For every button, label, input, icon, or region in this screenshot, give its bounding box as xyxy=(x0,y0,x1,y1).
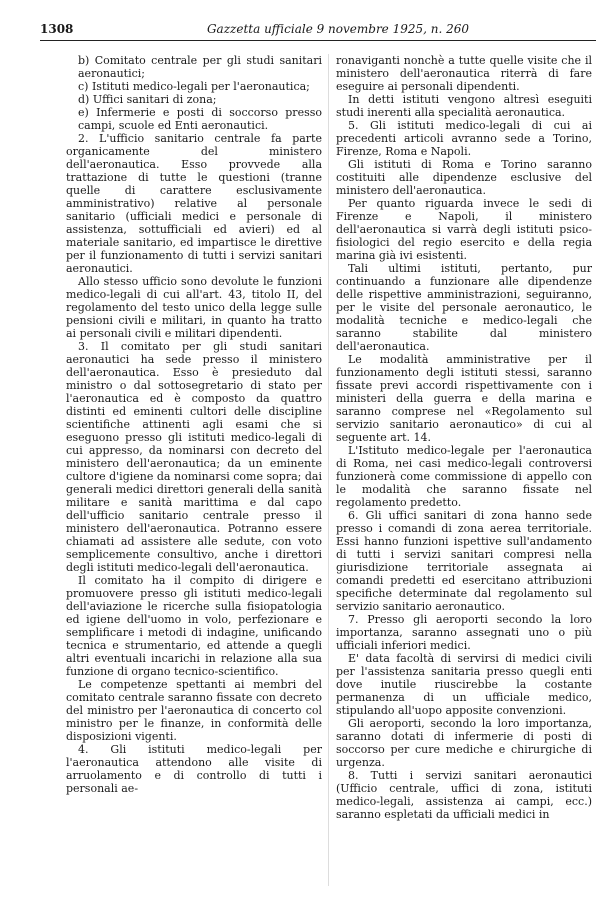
article-7: 7. Presso gli aeroporti secondo la loro importanza, saranno assegnati uno o più ufficiali inferiori medici. xyxy=(336,613,592,652)
paragraph: Le competenze spettanti ai membri del comitato centrale saranno fissate con decreto del ministro per l'aeronautica di concerto col ministro per le finanze, in conformità delle disposizioni vigenti. xyxy=(66,678,322,743)
page-header xyxy=(40,20,596,38)
paragraph: Gli aeroporti, secondo la loro importanza, saranno dotati di infermerie di posti di soccorso per cure mediche e chirurgiche di urgenza. xyxy=(336,717,592,769)
article-8: 8. Tutti i servizi sanitari aeronautici (Ufficio centrale, uffici di zona, istituti medico-legali, assistenza ai campi, ecc.) saranno espletati da ufficiali medici in xyxy=(336,769,592,821)
list-item-d: d) Uffici sanitari di zona; xyxy=(78,93,217,106)
paragraph: Per quanto riguarda invece le sedi di Firenze e Napoli, il ministero dell'aeronautica si varrà degli istituti psico-fisiologici del regio esercito e della regia marina già ivi esistenti. xyxy=(336,197,592,262)
page-number: 1308 xyxy=(40,22,74,36)
paragraph-continued: ronaviganti nonchè a tutte quelle visite che il ministero dell'aeronautica riterrà di fare eseguire ai personali dipendenti. xyxy=(336,54,592,93)
header-rule xyxy=(40,40,596,41)
paragraph: In detti istituti vengono altresì eseguiti studi inerenti alla specialità aeronautica. xyxy=(336,93,592,119)
paragraph: L'Istituto medico-legale per l'aeronautica di Roma, nei casi medico-legali controversi funzionerà come commissione di appello con le modalità che saranno fissate nel regolamento predetto. xyxy=(336,444,592,509)
left-column xyxy=(66,54,322,886)
paragraph: Allo stesso ufficio sono devolute le funzioni medico-legali di cui all'art. 43, titolo II, del regolamento del testo unico della legge sulle pensioni civili e militari, in quanto ha tratto ai personali civili e militari dipendenti. xyxy=(66,275,322,340)
masthead-title: Gazzetta ufficiale 9 novembre 1925, n. 260 xyxy=(206,22,470,36)
paragraph: Tali ultimi istituti, pertanto, pur continuando a funzionare alle dipendenze delle rispettive amministrazioni, seguiranno, per le visite del personale aeronautico, le modalità tecniche e medico-legali che saranno stabilite dal ministero dell'aeronautica. xyxy=(336,262,592,353)
paragraph: E' data facoltà di servirsi di medici civili per l'assistenza sanitaria presso quegli enti dove inutile riuscirebbe la costante permanenza di un ufficiale medico, stipulando all'uopo apposite convenzioni. xyxy=(336,652,592,717)
paragraph: Il comitato ha il compito di dirigere e promuovere presso gli istituti medico-legali dell'aviazione le ricerche sulla fisiopatologia ed igiene dell'uomo in volo, perfezionare e semplificare i metodi di indagine, unificando tecnica e strumentario, ed attende a quegli altri eventuali incarichi in relazione alla sua funzione di organo tecnico-scientifico. xyxy=(66,574,322,678)
article-3: 3. Il comitato per gli studi sanitari aeronautici ha sede presso il ministero dell'aeronautica. Esso è presieduto dal ministro o dal sottosegretario di stato per l'aeronautica ed è composto da quattro distinti ed eminenti cultori delle discipline scientifiche attinenti agli esami che si eseguono presso gli istituti medico-legali di cui appresso, da nominarsi con decreto del ministero dell'aeronautica; da un eminente cultore d'igiene da nominarsi come sopra; dai generali medici direttori generali della sanità militare e sanità marittima e dal capo dell'ufficio sanitario centrale presso il ministero dell'aeronautica. Potranno essere chiamati ad assistere alle sedute, con voto semplicemente consultivo, anche i direttori degli istituti medico-legali dell'aeronautica. xyxy=(66,340,322,574)
article-2: 2. L'ufficio sanitario centrale fa parte organicamente del ministero dell'aeronautica. Esso provvede alla trattazione di tutte le questioni (tranne quelle di carattere esclusivamente amministrativo) relative al personale sanitario (ufficiali medici e personale di assistenza, sottufficiali ed avieri) ed al materiale sanitario, ed impartisce le direttive per il funzionamento di tutti i servizi sanitari aeronautici. xyxy=(66,132,322,275)
list-item-c: c) Istituti medico-legali per l'aeronautica; xyxy=(78,80,310,93)
column-divider xyxy=(328,54,329,886)
article-5: 5. Gli istituti medico-legali di cui ai precedenti articoli avranno sede a Torino, Firenze, Roma e Napoli. xyxy=(336,119,592,158)
list-item-b: b) Comitato centrale per gli studi sanitari aeronautici; xyxy=(78,54,322,80)
list-item-e: e) Infermerie e posti di soccorso presso campi, scuole ed Enti aeronautici. xyxy=(78,106,322,132)
right-column xyxy=(336,54,592,886)
article-6: 6. Gli uffici sanitari di zona hanno sede presso i comandi di zona aerea territoriale. Essi hanno funzioni ispettive sull'andamento di tutti i servizi sanitari compresi nella giurisdizione territoriale assegnata ai comandi predetti ed esercitano attribuzioni specifiche determinate dal regolamento sul servizio sanitario aeronautico. xyxy=(336,509,592,613)
paragraph: Le modalità amministrative per il funzionamento degli istituti stessi, saranno fissate previ accordi rispettivamente con i ministeri della guerra e della marina e saranno comprese nel «Regolamento sul servizio sanitario aeronautico» di cui al seguente art. 14. xyxy=(336,353,592,444)
article-4: 4. Gli istituti medico-legali per l'aeronautica attendono alle visite di arruolamento e di controllo di tutti i personali ae- xyxy=(66,743,322,795)
paragraph: Gli istituti di Roma e Torino saranno costituiti alle dipendenze esclusive del ministero dell'aeronautica. xyxy=(336,158,592,197)
